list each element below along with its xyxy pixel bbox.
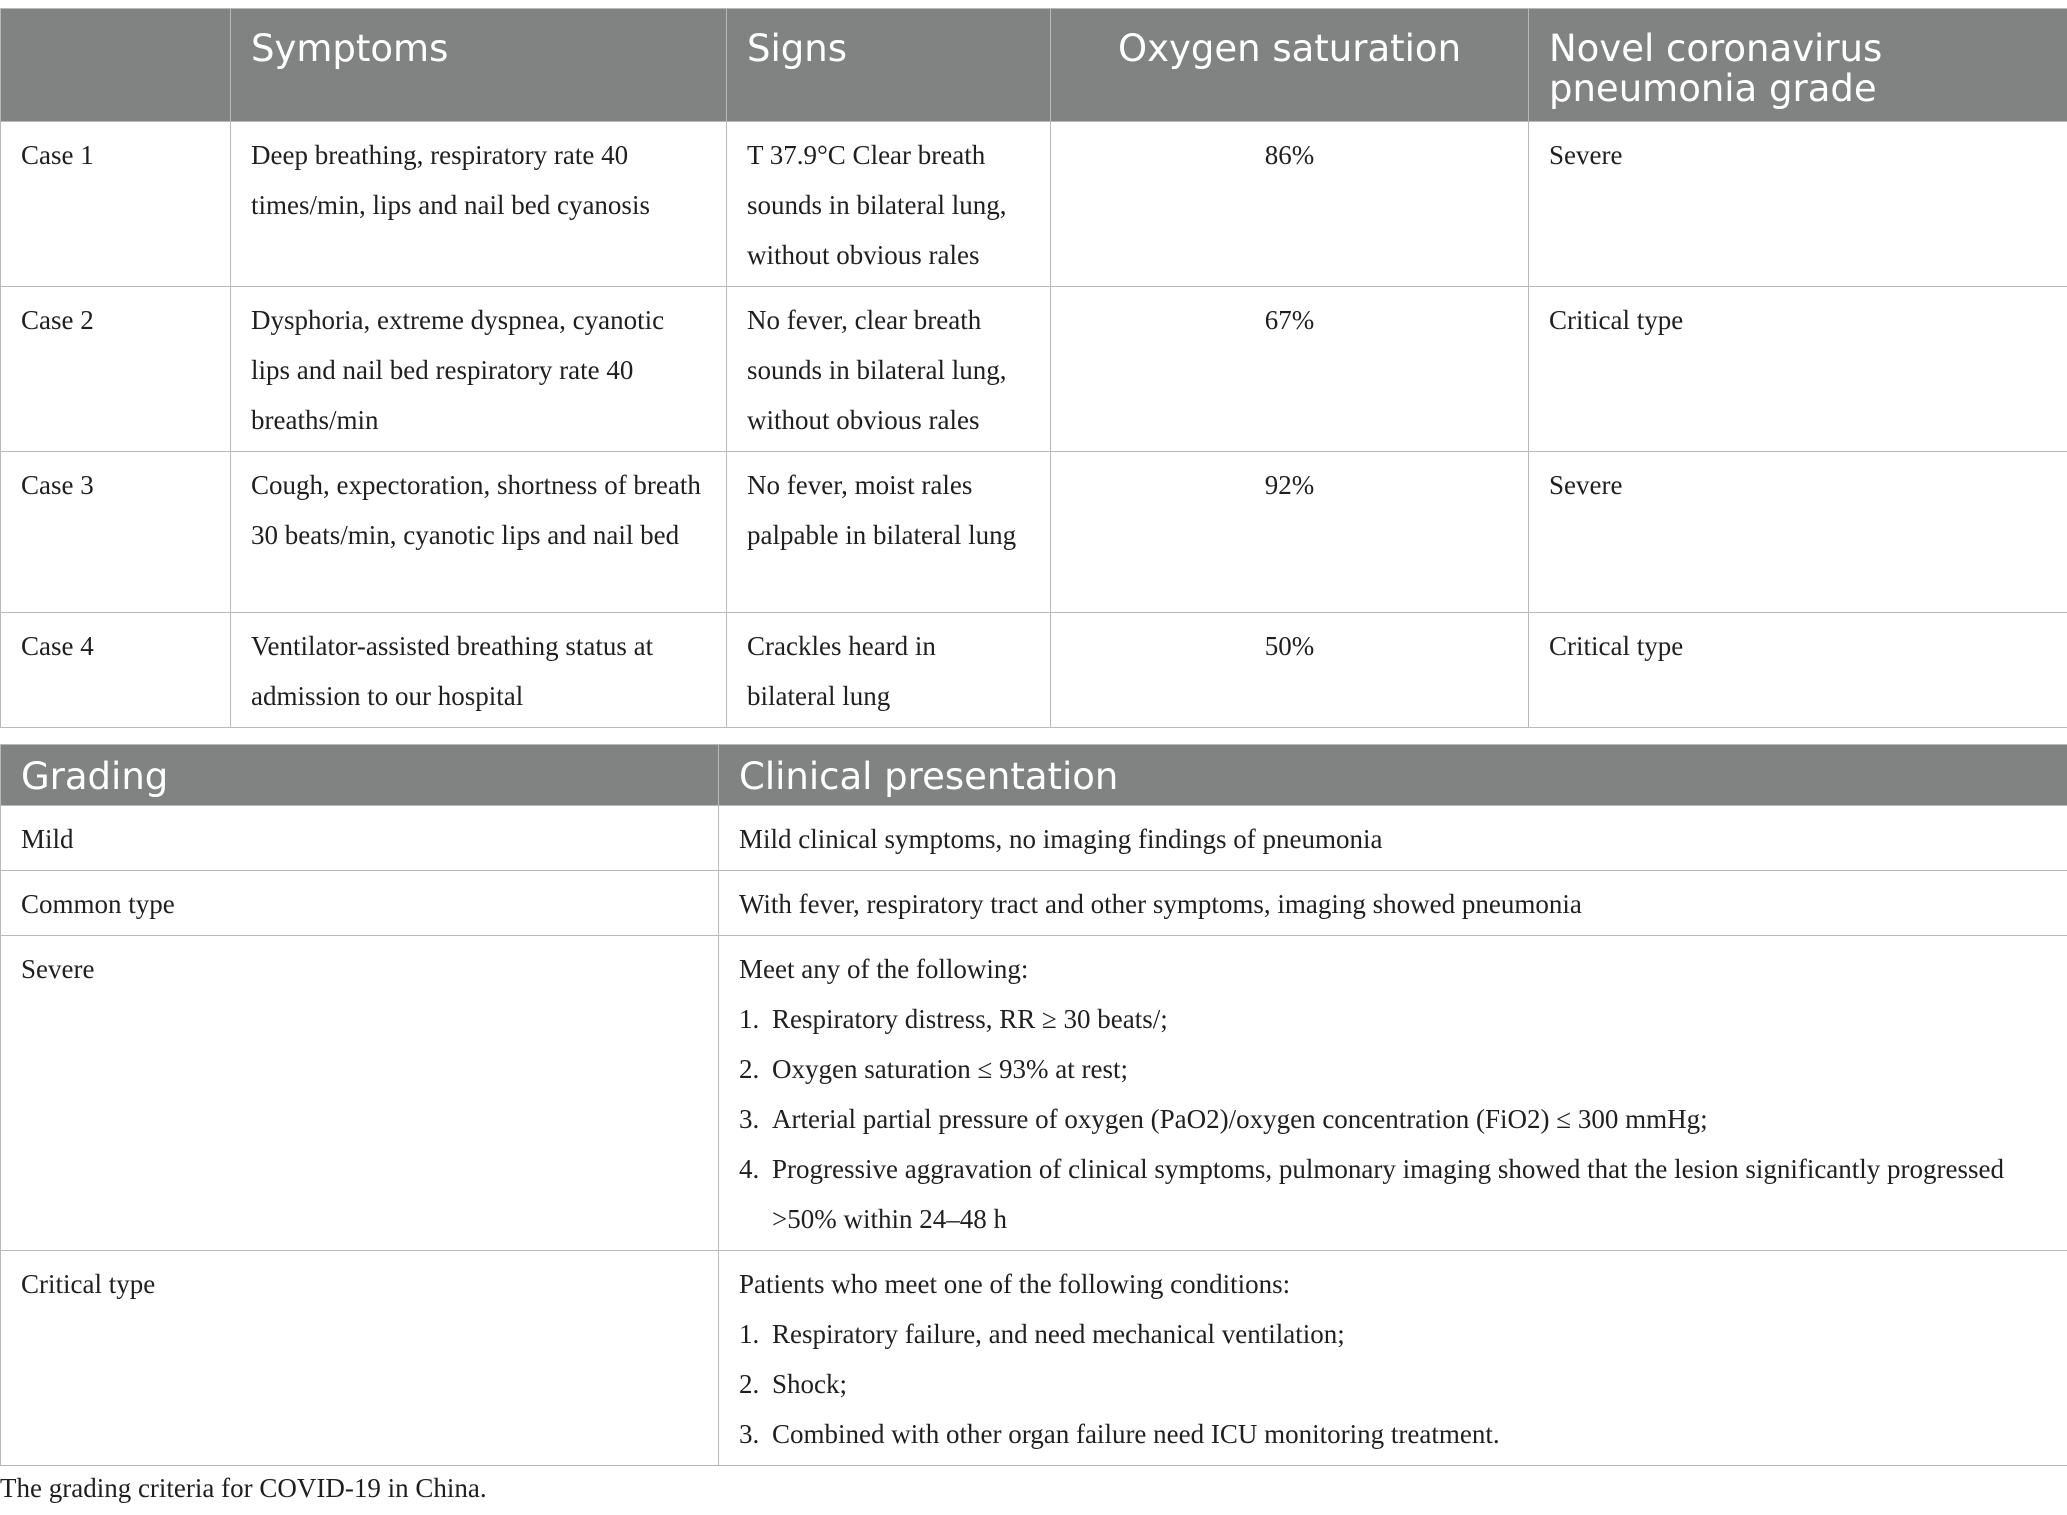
grade-cell: Severe [1529, 122, 2067, 287]
grade-label: Common type [1, 871, 719, 936]
signs-cell: No fever, clear breath sounds in bilateral lung, without obvious rales [727, 287, 1051, 452]
list-number: 1. [739, 1004, 760, 1034]
table-row [1, 452, 2067, 613]
presentation-cell [719, 936, 2067, 1251]
header-pneumonia-grade: Novel coronavirus pneumonia grade [1529, 9, 2067, 122]
grade-label: Mild [1, 806, 719, 871]
list-text: Respiratory failure, and need mechanical ventilation; [772, 1319, 1345, 1349]
list-text: Arterial partial pressure of oxygen (PaO2)/oxygen concentration (FiO2) ≤ 300 mmHg; [772, 1104, 1708, 1134]
list-number: 1. [739, 1319, 760, 1349]
table-row [1, 122, 2067, 287]
grading-table [0, 744, 2067, 1466]
case-table-header-row [1, 9, 2067, 122]
signs-cell: Crackles heard in bilateral lung [727, 613, 1051, 728]
list-item [739, 1044, 2047, 1094]
presentation-cell: With fever, respiratory tract and other symptoms, imaging showed pneumonia [719, 871, 2067, 936]
signs-cell: No fever, moist rales palpable in bilateral lung [727, 452, 1051, 613]
symptoms-cell: Cough, expectoration, shortness of breath 30 beats/min, cyanotic lips and nail bed [231, 452, 727, 613]
header-signs: Signs [727, 9, 1051, 122]
header-symptoms: Symptoms [231, 9, 727, 122]
list-text: Shock; [772, 1369, 848, 1399]
table-row [1, 613, 2067, 728]
case-label: Case 1 [1, 122, 231, 287]
presentation-intro: Meet any of the following: [739, 954, 1029, 984]
header-grading: Grading [1, 745, 719, 806]
presentation-cell: Mild clinical symptoms, no imaging findings of pneumonia [719, 806, 2067, 871]
list-number: 3. [739, 1419, 760, 1449]
table-row [1, 1251, 2067, 1466]
case-label: Case 2 [1, 287, 231, 452]
table-row [1, 806, 2067, 871]
list-number: 2. [739, 1369, 760, 1399]
symptoms-cell: Dysphoria, extreme dyspnea, cyanotic lips and nail bed respiratory rate 40 breaths/min [231, 287, 727, 452]
presentation-intro: Patients who meet one of the following conditions: [739, 1269, 1291, 1299]
signs-cell: T 37.9°C Clear breath sounds in bilateral lung, without obvious rales [727, 122, 1051, 287]
table-row [1, 936, 2067, 1251]
table-footnote: The grading criteria for COVID-19 in China. [0, 1473, 487, 1503]
header-clinical-presentation: Clinical presentation [719, 745, 2067, 806]
symptoms-cell: Deep breathing, respiratory rate 40 times/min, lips and nail bed cyanosis [231, 122, 727, 287]
oxygen-cell: 92% [1051, 452, 1529, 613]
list-number: 2. [739, 1054, 760, 1084]
list-text: Oxygen saturation ≤ 93% at rest; [772, 1054, 1128, 1084]
list-item [739, 1309, 2047, 1359]
header-empty [1, 9, 231, 122]
case-label: Case 3 [1, 452, 231, 613]
grade-cell: Severe [1529, 452, 2067, 613]
grade-cell: Critical type [1529, 287, 2067, 452]
table-row [1, 287, 2067, 452]
oxygen-cell: 50% [1051, 613, 1529, 728]
case-label: Case 4 [1, 613, 231, 728]
symptoms-cell: Ventilator-assisted breathing status at admission to our hospital [231, 613, 727, 728]
oxygen-cell: 67% [1051, 287, 1529, 452]
list-item [739, 994, 2047, 1044]
list-number: 3. [739, 1104, 760, 1134]
grade-label: Severe [1, 936, 719, 1251]
grade-label: Critical type [1, 1251, 719, 1466]
list-item [739, 1409, 2047, 1459]
criteria-list [739, 994, 2047, 1244]
list-text: Progressive aggravation of clinical symptoms, pulmonary imaging showed that the lesion significantly progressed >50% within 24–48 h [772, 1154, 2005, 1234]
oxygen-cell: 86% [1051, 122, 1529, 287]
grade-cell: Critical type [1529, 613, 2067, 728]
table-row [1, 871, 2067, 936]
presentation-cell [719, 1251, 2067, 1466]
list-item [739, 1094, 2047, 1144]
list-item [739, 1359, 2047, 1409]
list-number: 4. [739, 1154, 760, 1184]
list-text: Combined with other organ failure need ICU monitoring treatment. [772, 1419, 1500, 1449]
header-oxygen-saturation: Oxygen saturation [1051, 9, 1529, 122]
criteria-list [739, 1309, 2047, 1459]
list-text: Respiratory distress, RR ≥ 30 beats/; [772, 1004, 1168, 1034]
case-table [0, 8, 2067, 728]
grading-table-header-row [1, 745, 2067, 806]
list-item [739, 1144, 2047, 1244]
